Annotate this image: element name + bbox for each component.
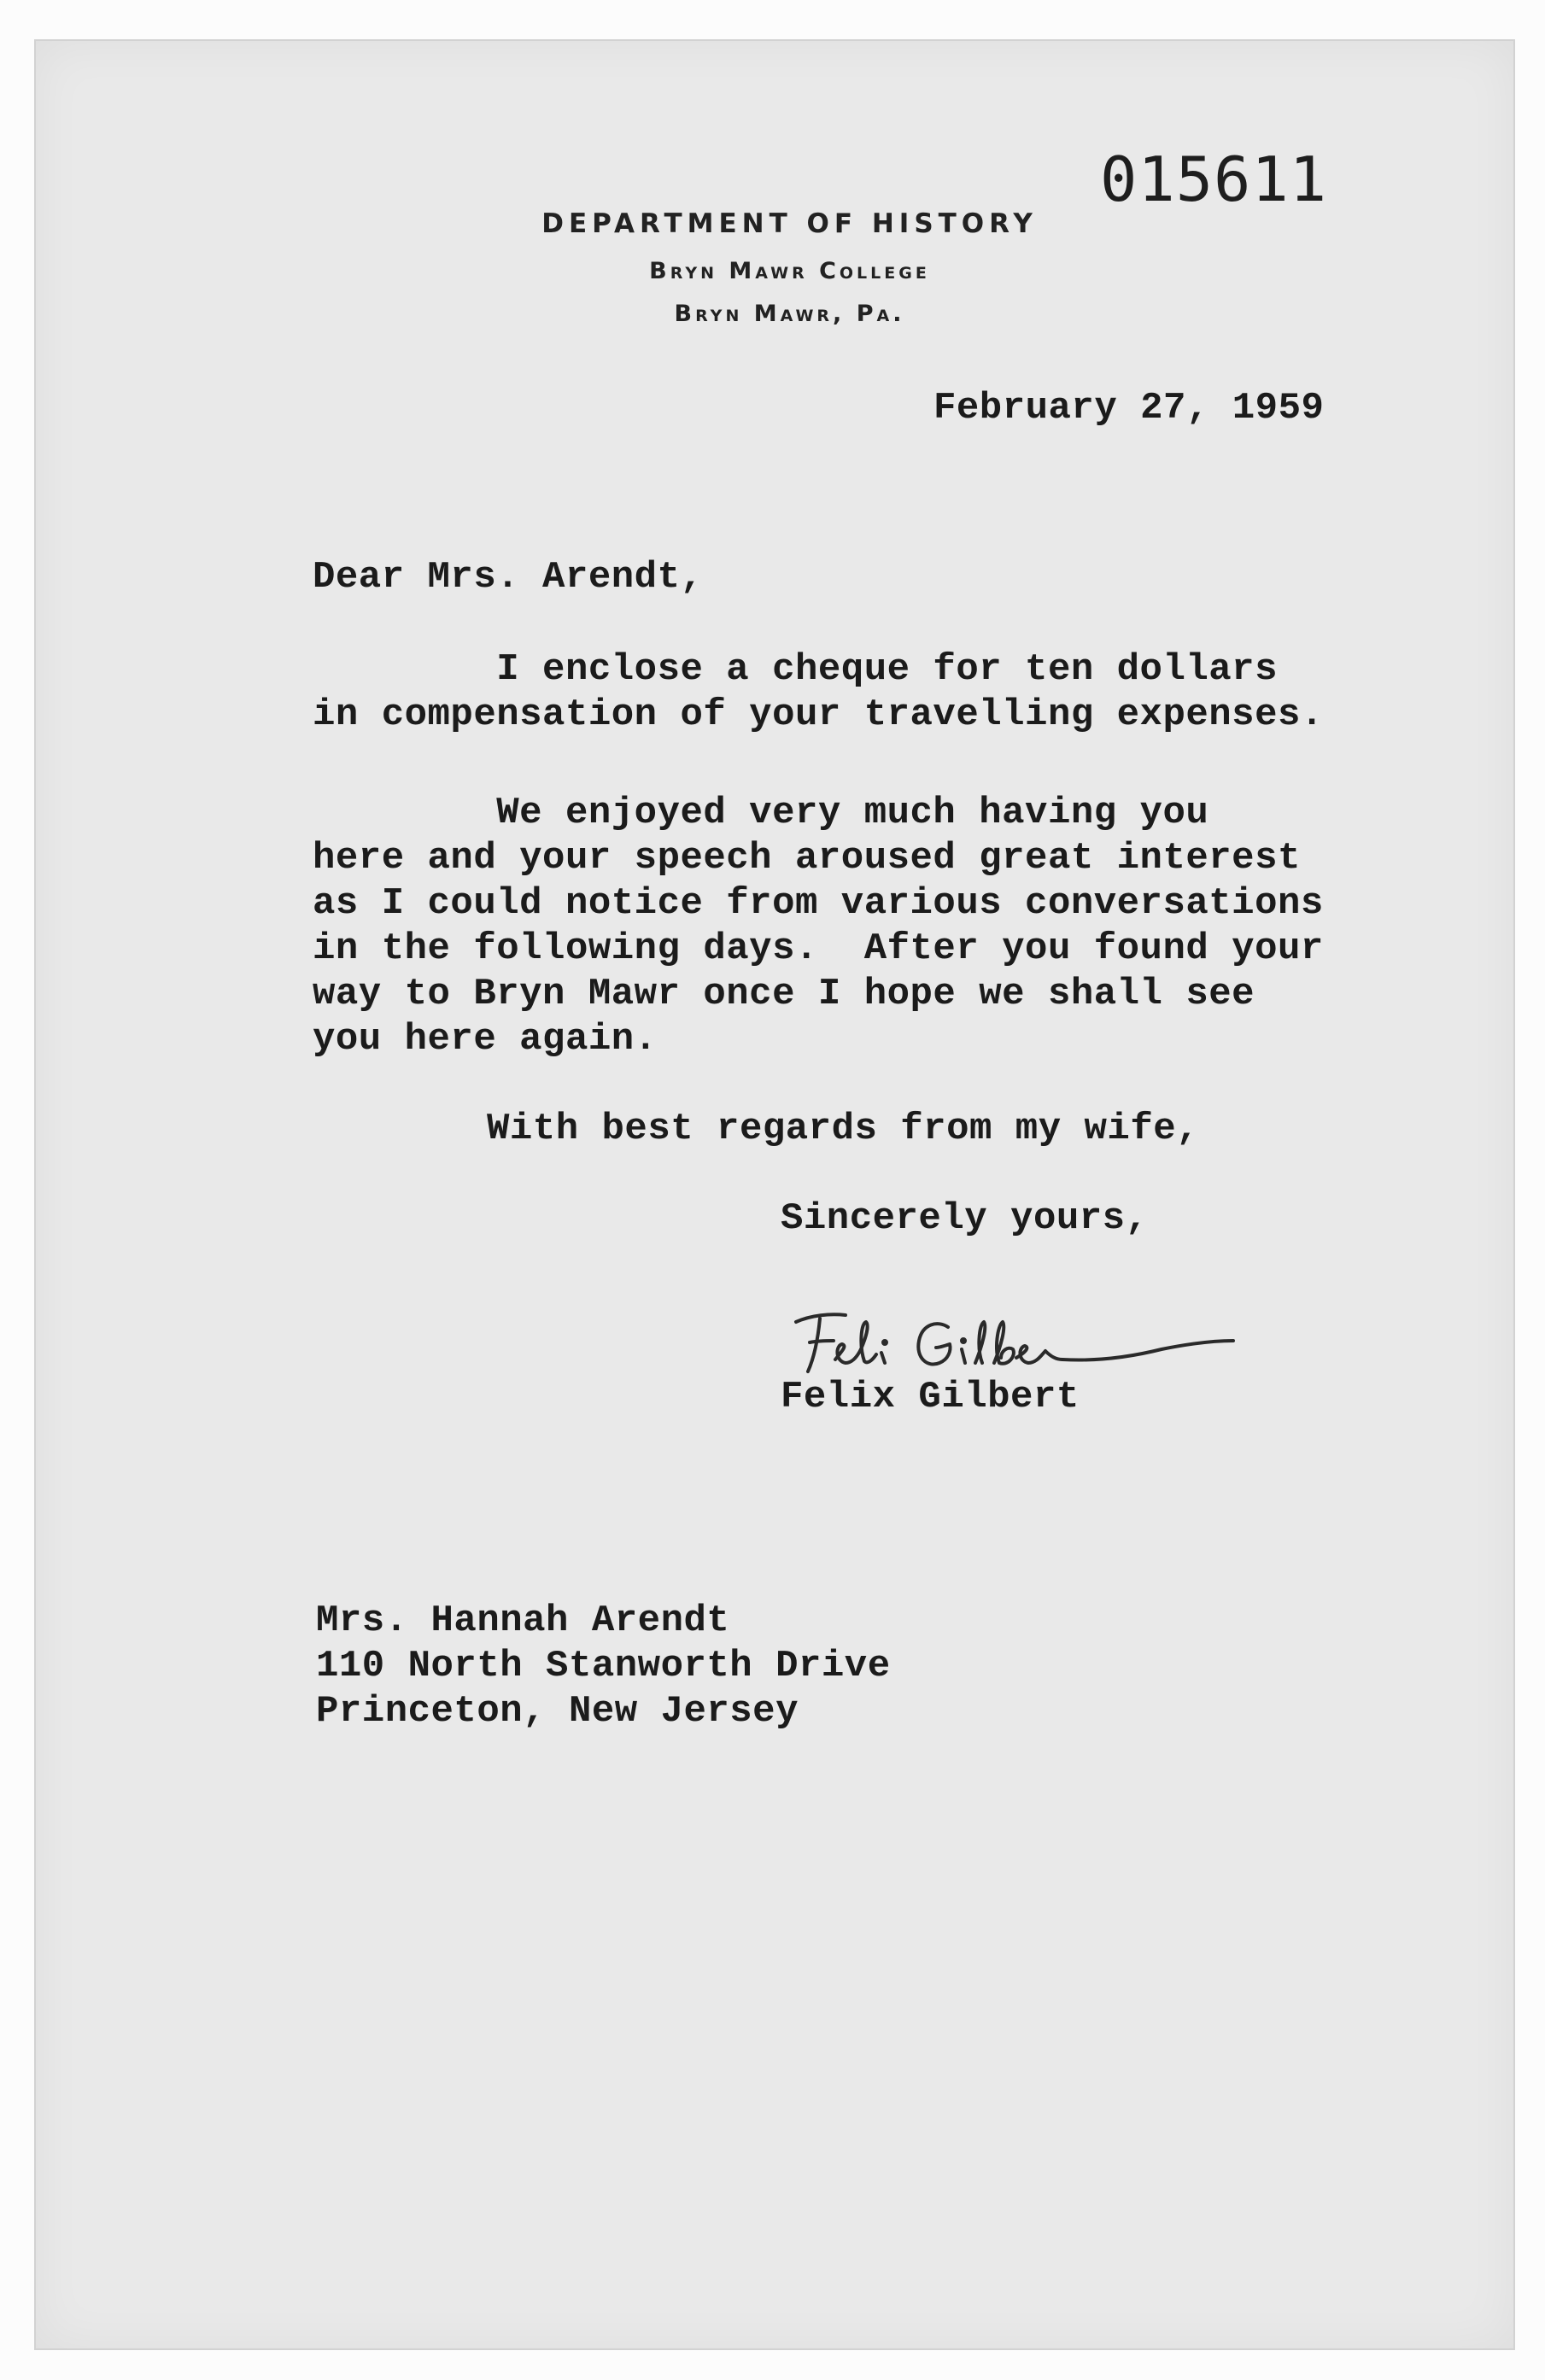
recipient-city: Princeton, New Jersey	[316, 1690, 799, 1733]
letterhead-college: Bryn Mawr College	[649, 258, 930, 284]
paragraph-line: in compensation of your travelling expenses.	[313, 693, 1324, 736]
paragraph-line: I enclose a cheque for ten dollars	[313, 648, 1278, 691]
recipient-address	[316, 1599, 891, 1734]
salutation: Dear Mrs. Arendt,	[313, 556, 704, 599]
regards-line: With best regards from my wife,	[487, 1108, 1200, 1150]
body-paragraph-1	[313, 647, 1324, 738]
paragraph-line: We enjoyed very much having you	[313, 792, 1209, 834]
paragraph-line: as I could notice from various conversations	[313, 882, 1324, 925]
document-number: 015611	[1100, 143, 1328, 215]
body-paragraph-2	[313, 791, 1324, 1062]
paragraph-line: way to Bryn Mawr once I hope we shall see	[313, 973, 1255, 1015]
letter-date: February 27, 1959	[933, 387, 1325, 430]
signer-name: Felix Gilbert	[781, 1376, 1080, 1418]
complimentary-close: Sincerely yours,	[781, 1197, 1149, 1240]
recipient-street: 110 North Stanworth Drive	[316, 1645, 891, 1687]
paragraph-line: in the following days. After you found your	[313, 927, 1324, 970]
recipient-name: Mrs. Hannah Arendt	[316, 1599, 730, 1642]
handwritten-signature	[786, 1289, 1238, 1383]
paragraph-line: here and your speech aroused great interest	[313, 837, 1301, 880]
paragraph-line: you here again.	[313, 1018, 658, 1061]
letterhead-location: Bryn Mawr, Pa.	[674, 301, 905, 327]
letterhead-department: DEPARTMENT OF HISTORY	[541, 208, 1038, 239]
